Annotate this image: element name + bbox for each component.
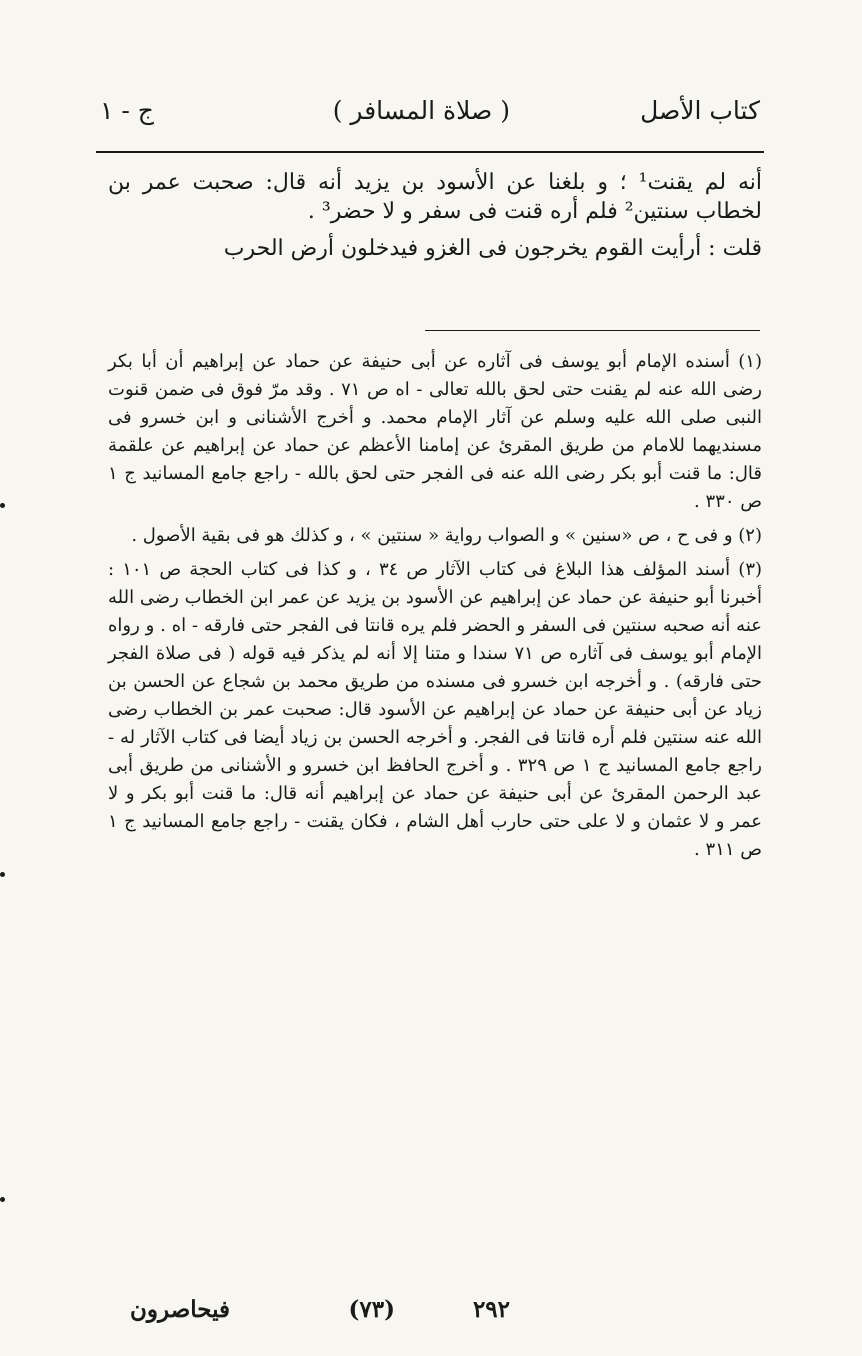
footnote-rule bbox=[425, 330, 760, 331]
header-rule bbox=[96, 151, 764, 153]
signature-mark: (٧٣) bbox=[348, 1296, 395, 1323]
volume-label: ج - ١ bbox=[100, 96, 154, 125]
chapter-title: ( صلاة المسافر ) bbox=[332, 96, 510, 125]
footnotes bbox=[108, 348, 762, 870]
main-paragraph-2: قلت : أرأيت القوم يخرجون فى الغزو فيدخلون أرض الحرب bbox=[223, 236, 762, 261]
main-text bbox=[108, 168, 762, 271]
footnote-2: (٢) و فى ح ، ص «سنين » و الصواب رواية « سنتين » ، و كذلك هو فى بقية الأصول . bbox=[131, 525, 762, 546]
footnote-1: (١) أسنده الإمام أبو يوسف فى آثاره عن أبى حنيفة عن حماد عن إبراهيم أن أبا بكر رضى الله عنه لم يقنت حتى لحق بالله تعالى - اه ص ٧١ . وقد مرّ فوق فى ضمن قنوت النبى صلى الله عليه وسلم عن آثار الإمام محمد. و أخرج الأشنانى و ابن خسرو فى مسنديهما للامام من طريق المقرئ عن إمامنا الأعظم عن حماد عن إبراهيم عن علقمة قال: ما قنت أبو بكر رضى الله عنه فى الفجر حتى لحق بالله - راجع جامع المسانيد ج ١ ص ٣٣٠ . bbox=[108, 351, 762, 512]
page-number: ٢٩٢ bbox=[472, 1296, 510, 1323]
margin-speck bbox=[0, 1197, 5, 1202]
book-title: كتاب الأصل bbox=[640, 96, 760, 125]
catchword: فيحاصرون bbox=[130, 1296, 231, 1323]
footnote-3: (٣) أسند المؤلف هذا البلاغ فى كتاب الآثار ص ٣٤ ، و كذا فى كتاب الحجة ص ١٠١ : أخبرنا أبو حنيفة عن حماد عن إبراهيم عن الأسود بن يزيد عن عمر ابن الخطاب رضى الله عنه أنه صحبه سنتين فى السفر و الحضر فلم يره قانتا فى الفجر حتى فارقه - اه . و رواه الإمام أبو يوسف فى آثاره ص ٧١ سندا و متنا إلا أنه لم يذكر فيه قوله ( فى صلاة الفجر حتى فارقه) . و أخرجه ابن خسرو فى مسنده من طريق محمد بن شجاع عن الحسن بن زياد عن أبى حنيفة عن حماد عن إبراهيم عن الأسود قال: صحبت عمر بن الخطاب رضى الله عنه سنتين فلم أره قانتا فى الفجر. و أخرجه الحسن بن زياد أيضا فى كتاب الآثار له - راجع جامع المسانيد ج ١ ص ٣٢٩ . و أخرج الحافظ ابن خسرو و الأشنانى من طريق أبى عبد الرحمن المقرئ عن أبى حنيفة عن حماد عن إبراهيم أنه قال: ما قنت أبو بكر و لا عمر و لا عثمان و لا على حتى حارب أهل الشام ، فكان يقنت - راجع جامع المسانيد ج ١ ص ٣١١ . bbox=[108, 559, 763, 860]
page-footer bbox=[130, 1296, 510, 1330]
margin-speck bbox=[0, 503, 5, 508]
main-paragraph-1: أنه لم يقنت¹ ؛ و بلغنا عن الأسود بن يزيد أنه قال: صحبت عمر بن لخطاب سنتين² فلم أره قنت فى سفر و لا حضر³ . bbox=[108, 170, 763, 224]
running-header bbox=[100, 96, 760, 140]
margin-speck bbox=[0, 872, 5, 877]
